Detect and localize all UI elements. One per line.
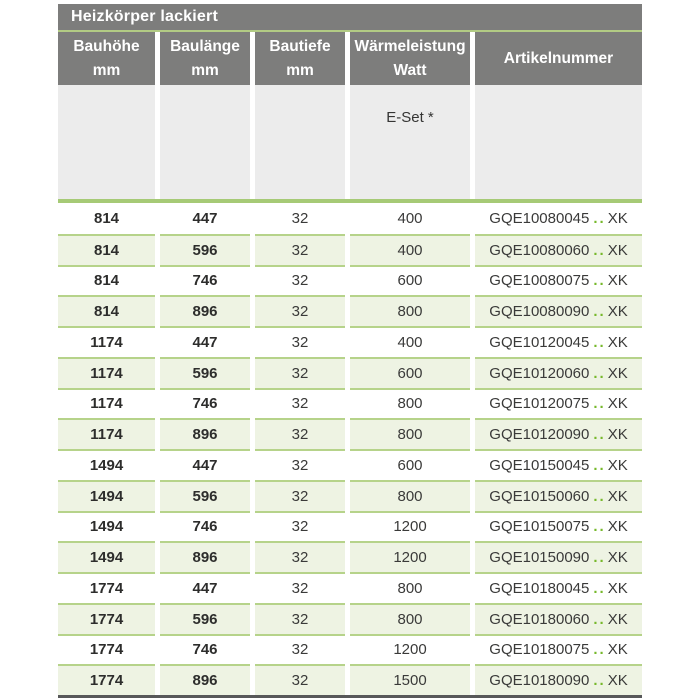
column-title: Bauhöhe <box>73 38 140 56</box>
cell-baulaenge: 896 <box>160 418 250 449</box>
article-variant-dots: .. <box>593 272 606 290</box>
table-row <box>58 234 642 265</box>
cell-bautiefe: 32 <box>255 449 345 480</box>
table-row <box>58 664 642 695</box>
cell-watt: 800 <box>350 388 470 419</box>
cell-bautiefe: 32 <box>255 511 345 542</box>
article-suffix: XK <box>607 272 628 290</box>
column-header-waermeleistung <box>350 32 470 85</box>
article-variant-dots: .. <box>593 549 606 567</box>
cell-baulaenge: 896 <box>160 664 250 695</box>
cell-bauhoehe: 1174 <box>58 418 155 449</box>
cell-artikelnummer <box>475 388 642 419</box>
article-code: GQE10150075 <box>489 518 590 536</box>
column-unit: mm <box>92 61 121 79</box>
article-variant-dots: .. <box>593 364 606 382</box>
cell-artikelnummer <box>475 664 642 695</box>
column-header-bautiefe <box>255 32 345 85</box>
table-row <box>58 326 642 357</box>
article-suffix: XK <box>607 303 628 321</box>
table-header-row <box>58 32 642 85</box>
cell-bautiefe: 32 <box>255 418 345 449</box>
cell-bauhoehe: 1774 <box>58 603 155 634</box>
cell-baulaenge: 896 <box>160 541 250 572</box>
cell-bauhoehe: 1494 <box>58 511 155 542</box>
subheader-cell <box>475 85 642 199</box>
article-code: GQE10080090 <box>489 303 590 321</box>
table-row <box>58 265 642 296</box>
cell-baulaenge: 596 <box>160 480 250 511</box>
cell-artikelnummer <box>475 295 642 326</box>
cell-bautiefe: 32 <box>255 326 345 357</box>
cell-artikelnummer <box>475 265 642 296</box>
cell-bauhoehe: 1774 <box>58 664 155 695</box>
table-row <box>58 357 642 388</box>
article-variant-dots: .. <box>593 209 606 227</box>
cell-baulaenge: 447 <box>192 209 218 227</box>
article-variant-dots: .. <box>593 303 606 321</box>
cell-baulaenge: 447 <box>160 449 250 480</box>
table-row <box>58 603 642 634</box>
cell-artikelnummer <box>475 603 642 634</box>
cell-artikelnummer <box>475 203 642 234</box>
cell-watt: 1500 <box>350 664 470 695</box>
article-code: GQE10150045 <box>489 456 590 474</box>
cell-artikelnummer <box>475 326 642 357</box>
column-unit: mm <box>286 61 314 79</box>
cell-artikelnummer <box>475 234 642 265</box>
cell-artikelnummer <box>475 511 642 542</box>
column-title: Wärmeleistung <box>354 38 466 56</box>
table-row <box>58 295 642 326</box>
article-code: GQE10080045 <box>489 209 590 227</box>
cell-watt: 600 <box>350 265 470 296</box>
article-code: GQE10080060 <box>489 241 590 259</box>
article-suffix: XK <box>607 364 628 382</box>
cell-watt: 800 <box>350 603 470 634</box>
table-title-bar <box>58 4 642 30</box>
article-suffix: XK <box>607 672 628 690</box>
radiator-spec-table <box>58 4 642 698</box>
cell-baulaenge: 746 <box>160 265 250 296</box>
cell-bautiefe: 32 <box>255 603 345 634</box>
cell-artikelnummer <box>475 634 642 665</box>
eset-label: E-Set * <box>386 109 434 126</box>
article-suffix: XK <box>607 641 628 659</box>
table-row <box>58 480 642 511</box>
column-title: Baulänge <box>170 38 240 56</box>
article-code: GQE10180075 <box>489 641 590 659</box>
cell-baulaenge: 746 <box>160 388 250 419</box>
article-suffix: XK <box>607 456 628 474</box>
table-row <box>58 572 642 603</box>
cell-watt: 1200 <box>350 541 470 572</box>
cell-bauhoehe: 814 <box>93 209 120 227</box>
column-title: Bautiefe <box>269 38 331 56</box>
article-suffix: XK <box>607 209 628 227</box>
article-code: GQE10120075 <box>489 395 590 413</box>
column-unit: Watt <box>393 61 427 79</box>
cell-bauhoehe: 814 <box>58 234 155 265</box>
table-row <box>58 449 642 480</box>
article-code: GQE10080075 <box>489 272 590 290</box>
cell-baulaenge: 447 <box>160 572 250 603</box>
cell-watt: 1200 <box>350 634 470 665</box>
cell-bautiefe: 32 <box>255 234 345 265</box>
table-row <box>58 634 642 665</box>
article-variant-dots: .. <box>593 641 606 659</box>
cell-baulaenge: 596 <box>160 234 250 265</box>
subheader-cell <box>58 85 155 199</box>
cell-watt: 1200 <box>350 511 470 542</box>
cell-watt: 600 <box>350 449 470 480</box>
article-variant-dots: .. <box>593 395 606 413</box>
article-suffix: XK <box>607 426 628 444</box>
cell-baulaenge: 596 <box>160 357 250 388</box>
cell-baulaenge: 896 <box>160 295 250 326</box>
article-variant-dots: .. <box>593 241 606 259</box>
article-suffix: XK <box>607 241 628 259</box>
cell-bauhoehe: 814 <box>58 295 155 326</box>
cell-watt: 400 <box>350 234 470 265</box>
cell-bauhoehe: 1174 <box>58 357 155 388</box>
cell-artikelnummer <box>475 480 642 511</box>
table-row <box>58 541 642 572</box>
article-suffix: XK <box>607 610 628 628</box>
cell-watt: 800 <box>350 295 470 326</box>
cell-bautiefe: 32 <box>255 265 345 296</box>
article-code: GQE10180060 <box>489 610 590 628</box>
article-suffix: XK <box>607 395 628 413</box>
column-title: Artikelnummer <box>503 49 614 67</box>
cell-bauhoehe: 1174 <box>58 326 155 357</box>
cell-bautiefe: 32 <box>255 664 345 695</box>
column-header-artikelnummer <box>475 32 642 85</box>
table-body <box>58 203 642 695</box>
cell-bautiefe: 32 <box>255 572 345 603</box>
cell-watt: 600 <box>350 357 470 388</box>
cell-watt: 400 <box>397 209 423 227</box>
table-bottom-border <box>58 695 642 698</box>
subheader-cell <box>255 85 345 199</box>
article-suffix: XK <box>607 518 628 536</box>
subheader-cell-eset <box>350 85 470 199</box>
cell-baulaenge: 746 <box>160 511 250 542</box>
article-variant-dots: .. <box>593 579 606 597</box>
cell-baulaenge: 447 <box>160 326 250 357</box>
cell-watt: 800 <box>350 418 470 449</box>
table-title: Heizkörper lackiert <box>71 8 218 25</box>
cell-bauhoehe: 1494 <box>58 480 155 511</box>
cell-bautiefe: 32 <box>255 541 345 572</box>
cell-artikelnummer <box>475 357 642 388</box>
article-code: GQE10120060 <box>489 364 590 382</box>
subheader-cell <box>160 85 250 199</box>
article-code: GQE10180090 <box>489 672 590 690</box>
article-variant-dots: .. <box>593 610 606 628</box>
article-variant-dots: .. <box>593 426 606 444</box>
cell-watt: 400 <box>350 326 470 357</box>
column-header-bauhoehe <box>58 32 155 85</box>
cell-bauhoehe: 814 <box>58 265 155 296</box>
subheader-row <box>58 85 642 199</box>
cell-bautiefe: 32 <box>255 357 345 388</box>
table-row <box>58 388 642 419</box>
cell-bautiefe: 32 <box>255 480 345 511</box>
cell-bauhoehe: 1174 <box>58 388 155 419</box>
cell-bautiefe: 32 <box>255 295 345 326</box>
article-code: GQE10120045 <box>489 333 590 351</box>
article-code: GQE10150090 <box>489 549 590 567</box>
article-code: GQE10150060 <box>489 487 590 505</box>
cell-bautiefe: 32 <box>255 634 345 665</box>
article-variant-dots: .. <box>593 672 606 690</box>
cell-bauhoehe: 1774 <box>58 572 155 603</box>
article-suffix: XK <box>607 333 628 351</box>
article-code: GQE10180045 <box>489 579 590 597</box>
article-suffix: XK <box>607 549 628 567</box>
cell-bauhoehe: 1494 <box>58 541 155 572</box>
article-variant-dots: .. <box>593 487 606 505</box>
cell-artikelnummer <box>475 418 642 449</box>
cell-bauhoehe: 1774 <box>58 634 155 665</box>
cell-bauhoehe: 1494 <box>58 449 155 480</box>
article-variant-dots: .. <box>593 518 606 536</box>
article-suffix: XK <box>607 579 628 597</box>
cell-artikelnummer <box>475 449 642 480</box>
cell-bautiefe: 32 <box>255 388 345 419</box>
column-header-baulaenge <box>160 32 250 85</box>
table-row <box>58 203 642 234</box>
table-row <box>58 511 642 542</box>
article-variant-dots: .. <box>593 333 606 351</box>
column-unit: mm <box>191 61 219 79</box>
cell-artikelnummer <box>475 541 642 572</box>
cell-artikelnummer <box>475 572 642 603</box>
cell-watt: 800 <box>350 480 470 511</box>
cell-baulaenge: 596 <box>160 603 250 634</box>
cell-baulaenge: 746 <box>160 634 250 665</box>
cell-watt: 800 <box>350 572 470 603</box>
article-variant-dots: .. <box>593 456 606 474</box>
article-suffix: XK <box>607 487 628 505</box>
article-code: GQE10120090 <box>489 426 590 444</box>
cell-bautiefe: 32 <box>291 209 309 227</box>
table-row <box>58 418 642 449</box>
